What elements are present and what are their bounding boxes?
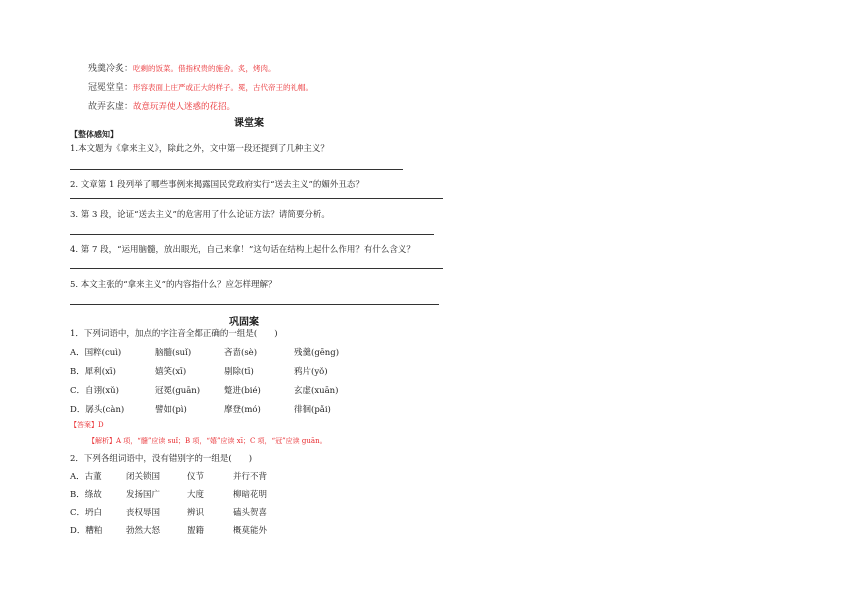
- answer-line: [70, 268, 443, 269]
- option-cell: 徘徊(pǎi): [294, 405, 331, 415]
- section-label: 【整体感知】: [70, 129, 118, 139]
- option-cell: C．坍白: [70, 508, 103, 518]
- vocab-term: 残羹冷炙：: [88, 64, 134, 74]
- option-cell: 概莫能外: [233, 526, 268, 536]
- option-cell: A．国粹(cuì): [70, 348, 122, 358]
- vocab-item: [88, 56, 276, 75]
- option-cell: 柳暗花明: [233, 490, 268, 500]
- option-cell: 玄虚(xuān): [294, 386, 339, 396]
- option-cell: 冠冕(guān): [155, 386, 201, 396]
- vocab-term: 故弄玄虚：: [88, 102, 134, 112]
- question-text: 2. 文章第 1 段列举了哪些事例来揭露国民党政府实行“送去主义”的媚外丑态？: [70, 180, 364, 190]
- option-cell: 丧权辱国: [126, 508, 161, 518]
- vocab-definition: 吃剩的饭菜。借指权贵的施舍。炙，烤肉。: [133, 64, 276, 73]
- option-cell: 嬉笑(xī): [155, 367, 187, 377]
- option-cell: D．孱头(càn): [70, 405, 125, 415]
- answer-key: 【答案】D: [70, 421, 104, 429]
- answer-line: [70, 234, 434, 235]
- vocab-definition: 形容表面上庄严或正大的样子。冕，古代帝王的礼帽。: [133, 83, 314, 92]
- vocab-item: [88, 94, 235, 113]
- option-cell: 盥籍: [187, 526, 205, 536]
- answer-line: [70, 169, 403, 170]
- option-cell: D．糟粕: [70, 526, 103, 536]
- option-cell: 鸦片(yǒ): [294, 367, 328, 377]
- option-cell: 残羹(gēng): [294, 348, 340, 358]
- option-cell: 并行不背: [233, 472, 268, 482]
- option-cell: A．古董: [70, 472, 102, 482]
- answer-analysis: 【解析】A 项，“髓”应读 suǐ；B 项，“嬉”应读 xī；C 项，“冠”应读 guān。: [88, 437, 327, 445]
- question-text: 5. 本文主张的“拿来主义”的内容指什么？应怎样理解？: [70, 280, 277, 290]
- section-title-classroom: 课堂案: [234, 118, 264, 129]
- option-cell: 勃然大怒: [126, 526, 161, 536]
- option-cell: 蹩进(bié): [224, 386, 261, 396]
- option-cell: 吝啬(sè): [224, 348, 258, 358]
- answer-line: [70, 304, 439, 305]
- question-text: 3. 第 3 段，论证“送去主义”的危害用了什么论证方法？请简要分析。: [70, 210, 330, 220]
- option-cell: 仪节: [187, 472, 205, 482]
- option-cell: 发扬国广: [126, 490, 161, 500]
- question-stem: 2．下列各组词语中，没有错别字的一组是( ): [70, 454, 253, 464]
- answer-line: [70, 198, 443, 199]
- option-cell: 磕头贺喜: [233, 508, 268, 518]
- vocab-definition: 故意玩弄使人迷惑的花招。: [133, 102, 236, 112]
- question-stem: 1．下列词语中，加点的字注音全都正确的一组是( ): [70, 329, 278, 339]
- option-cell: 脑髓(suǐ): [155, 348, 192, 358]
- option-cell: B．犀利(xī): [70, 367, 116, 377]
- option-cell: B．绦故: [70, 490, 102, 500]
- section-title-consolidation: 巩固案: [229, 317, 259, 328]
- option-cell: 摩登(mó): [224, 405, 261, 415]
- option-cell: C．自诩(xǔ): [70, 386, 119, 396]
- question-text: 4. 第 7 段，“运用脑髓，放出眼光，自己来拿！”这句话在结构上起什么作用？有什么含义？: [70, 245, 415, 255]
- option-cell: 譬如(pì): [155, 405, 187, 415]
- option-cell: 闭关锁国: [126, 472, 161, 482]
- option-cell: 剔除(tī): [224, 367, 254, 377]
- option-cell: 辨识: [187, 508, 205, 518]
- option-cell: 大度: [187, 490, 205, 500]
- question-text: 1.本文题为《拿来主义》，除此之外，文中第一段还提到了几种主义？: [70, 144, 329, 154]
- vocab-term: 冠冕堂皇：: [88, 83, 134, 93]
- vocab-item: [88, 75, 313, 94]
